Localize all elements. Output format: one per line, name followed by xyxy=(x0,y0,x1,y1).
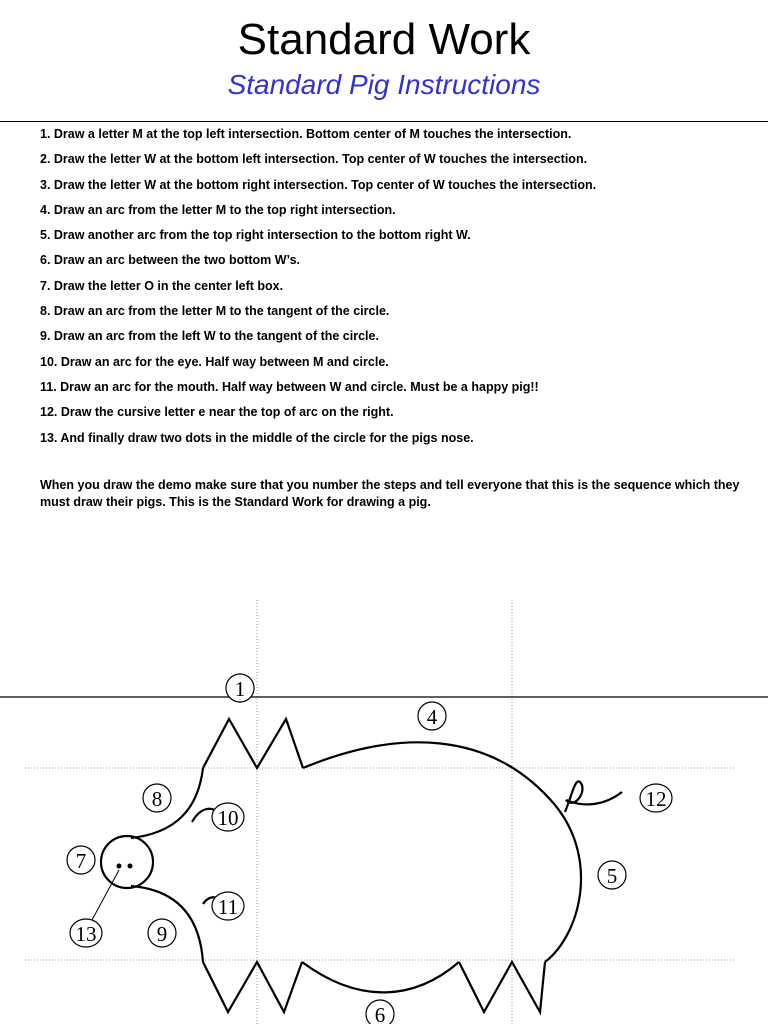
pig-belly-arc xyxy=(302,962,459,992)
label-11: 11 xyxy=(217,895,239,919)
pig-tail xyxy=(565,781,622,812)
step-4: 4. Draw an arc from the letter M to the top right intersection. xyxy=(40,202,396,217)
pig-snout-circle xyxy=(101,836,153,888)
label-4: 4 xyxy=(426,705,438,729)
step-7: 7. Draw the letter O in the center left box. xyxy=(40,278,284,293)
step-9: 9. Draw an arc from the left W to the tangent of the circle. xyxy=(40,329,379,344)
label-9: 9 xyxy=(156,922,168,946)
step-2: 2. Draw the letter W at the bottom left intersection. Top center of W touches the intersection. xyxy=(40,152,588,167)
pig-nostril-right xyxy=(128,864,133,869)
label-10: 10 xyxy=(217,806,239,830)
step-11: 11. Draw an arc for the mouth. Half way between W and circle. Must be a happy pig!! xyxy=(40,379,539,394)
demo-note: When you draw the demo make sure that you number the steps and tell everyone that this is the sequence which they must draw their pigs. This is the Standard Work for drawing a pig. xyxy=(40,478,740,509)
pig-letter-w-left xyxy=(203,962,302,1012)
pig-rear-arc xyxy=(545,805,581,962)
label-12: 12 xyxy=(645,787,667,811)
step-1: 1. Draw a letter M at the top left intersection. Bottom center of M touches the intersection. xyxy=(40,127,572,141)
pig-letter-m xyxy=(203,719,303,768)
step-12: 12. Draw the cursive letter e near the top of arc on the right. xyxy=(40,405,394,420)
step-6: 6. Draw an arc between the two bottom W’s. xyxy=(40,253,300,268)
step-5: 5. Draw another arc from the top right intersection to the bottom right W. xyxy=(40,228,471,243)
label-7: 7 xyxy=(75,849,87,873)
label-1: 1 xyxy=(234,677,246,701)
label-8: 8 xyxy=(151,787,163,811)
step-8: 8. Draw an arc from the letter M to the tangent of the circle. xyxy=(40,304,390,319)
step-10: 10. Draw an arc for the eye. Half way between M and circle. xyxy=(40,354,389,369)
label-6: 6 xyxy=(374,1003,386,1024)
label-5: 5 xyxy=(606,864,618,888)
page-subtitle: Standard Pig Instructions xyxy=(227,69,541,100)
step-3: 3. Draw the letter W at the bottom right intersection. Top center of W touches the intersection. xyxy=(40,177,597,192)
pig-letter-w-right xyxy=(459,962,545,1012)
step-13: 13. And finally draw two dots in the middle of the circle for the pigs nose. xyxy=(40,430,474,445)
label-13: 13 xyxy=(75,922,97,946)
pig-nostril-left xyxy=(117,864,122,869)
pig-back-arc xyxy=(303,742,555,805)
page-title: Standard Work xyxy=(237,15,531,64)
